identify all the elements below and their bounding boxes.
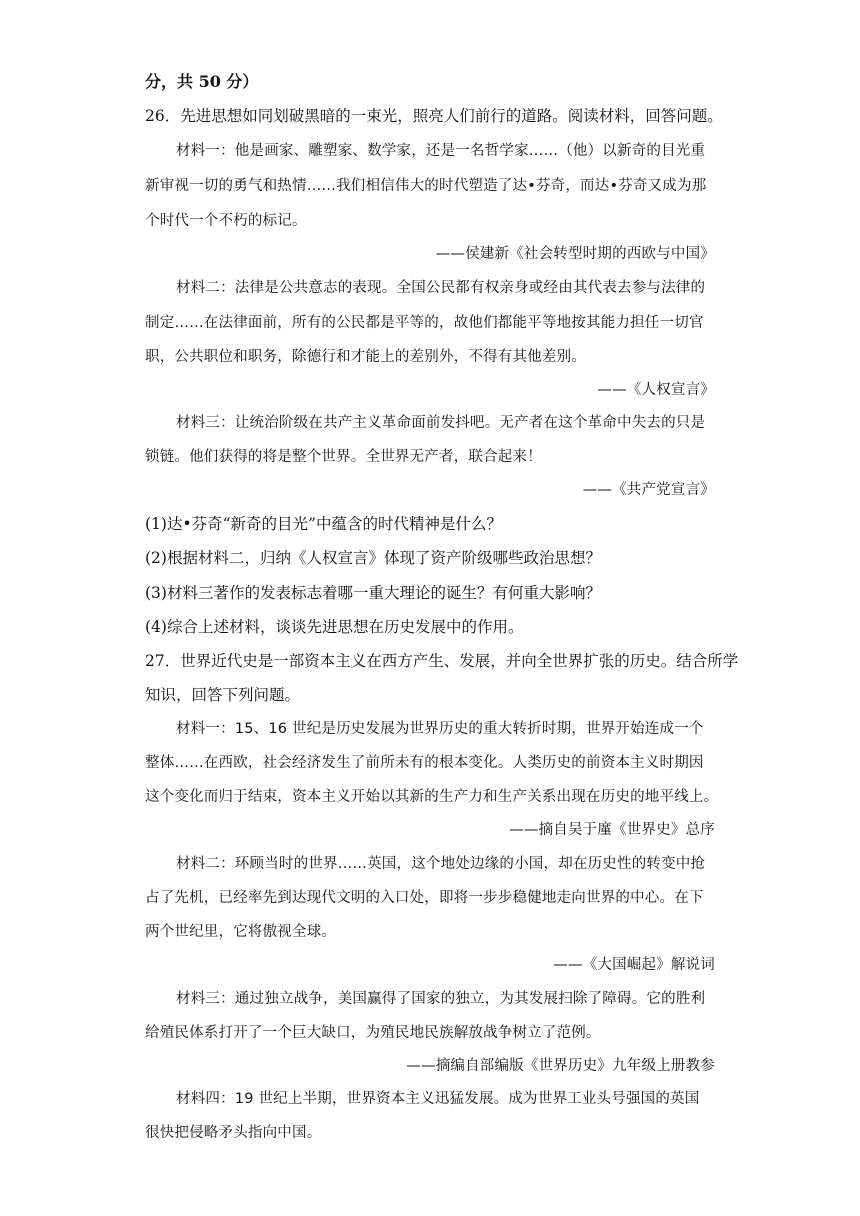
q26-subquestion-3: (3)材料三著作的发表标志着哪一重大理论的诞生？有何重大影响？ (145, 584, 601, 602)
q27-material1-line1: 材料一：15、16 世纪是历史发展为世界历史的重大转折时期，世界开始连成一个 (176, 721, 704, 737)
q26-material1-line3: 个时代一个不朽的标记。 (145, 213, 307, 229)
q26-material2-line2: 制定……在法律面前，所有的公民都是平等的，故他们都能平等地按其能力担任一切官 (145, 315, 704, 331)
q27-material1-line2: 整体……在西欧，社会经济发生了前所未有的根本变化。人类历史的前资本主义时期因 (145, 755, 704, 771)
q27-material2-line1: 材料二：环顾当时的世界……英国，这个地处边缘的小国，却在历史性的转变中抢 (176, 856, 706, 872)
q26-material3-line2: 锁链。他们获得的将是整个世界。全世界无产者，联合起来！ (145, 449, 542, 465)
section-header-fragment: 分，共 50 分） (145, 72, 259, 91)
q27-material3-line1: 材料三：通过独立战争，美国赢得了国家的独立，为其发展扫除了障碍。它的胜利 (176, 991, 706, 1007)
q27-material4-line2: 很快把侵略矛头指向中国。 (145, 1125, 322, 1141)
q27-stem-line2: 知识，回答下列问题。 (145, 686, 301, 704)
q26-stem: 26．先进思想如同划破黑暗的一束光，照亮人们前行的道路。阅读材料，回答问题。 (145, 107, 723, 125)
q27-material4-line1: 材料四：19 世纪上半期，世界资本主义迅猛发展。成为世界工业头号强国的英国 (176, 1091, 700, 1107)
q27-material3-source: ——摘编自部编版《世界历史》九年级上册教参 (406, 1058, 715, 1074)
q27-material2-line3: 两个世纪里，它将傲视全球。 (145, 924, 337, 940)
q26-material2-line3: 职，公共职位和职务，除德行和才能上的差别外，不得有其他差别。 (145, 349, 586, 365)
q26-material1-line2: 新审视一切的勇气和热情……我们相信伟大的时代塑造了达•芬奇，而达•芬奇又成为那 (145, 178, 707, 194)
q26-subquestion-4: (4)综合上述材料，谈谈先进思想在历史发展中的作用。 (145, 618, 524, 636)
q27-material1-source: ——摘自吴于廑《世界史》总序 (509, 822, 715, 838)
q26-material2-source: ——《人权宣言》 (597, 382, 715, 398)
q27-material1-line3: 这个变化而归于结束，资本主义开始以其新的生产力和生产关系出现在历史的地平线上。 (145, 789, 719, 805)
q27-material2-source: ——《大国崛起》解说词 (553, 957, 715, 973)
q26-material2-line1: 材料二：法律是公共意志的表现。全国公民都有权亲身或经由其代表去参与法律的 (176, 280, 706, 296)
q27-stem-line1: 27．世界近代史是一部资本主义在西方产生、发展，并向全世界扩张的历史。结合所学 (145, 652, 739, 670)
q26-material1-source: ——侯建新《社会转型时期的西欧与中国》 (435, 246, 715, 262)
q26-subquestion-1: (1)达•芬奇“新奇的目光”中蕴含的时代精神是什么？ (145, 515, 502, 533)
q27-material2-line2: 占了先机，已经率先到达现代文明的入口处，即将一步步稳健地走向世界的中心。在下 (145, 890, 704, 906)
q26-subquestion-2: (2)根据材料二，归纳《人权宣言》体现了资产阶级哪些政治思想？ (145, 549, 601, 567)
q26-material3-line1: 材料三：让统治阶级在共产主义革命面前发抖吧。无产者在这个革命中失去的只是 (176, 415, 706, 431)
q27-material3-line2: 给殖民体系打开了一个巨大缺口，为殖民地民族解放战争树立了范例。 (145, 1025, 601, 1041)
q26-material3-source: ——《共产党宣言》 (582, 482, 715, 498)
q26-material1-line1: 材料一：他是画家、雕塑家、数学家，还是一名哲学家……（他）以新奇的目光重 (176, 143, 706, 159)
